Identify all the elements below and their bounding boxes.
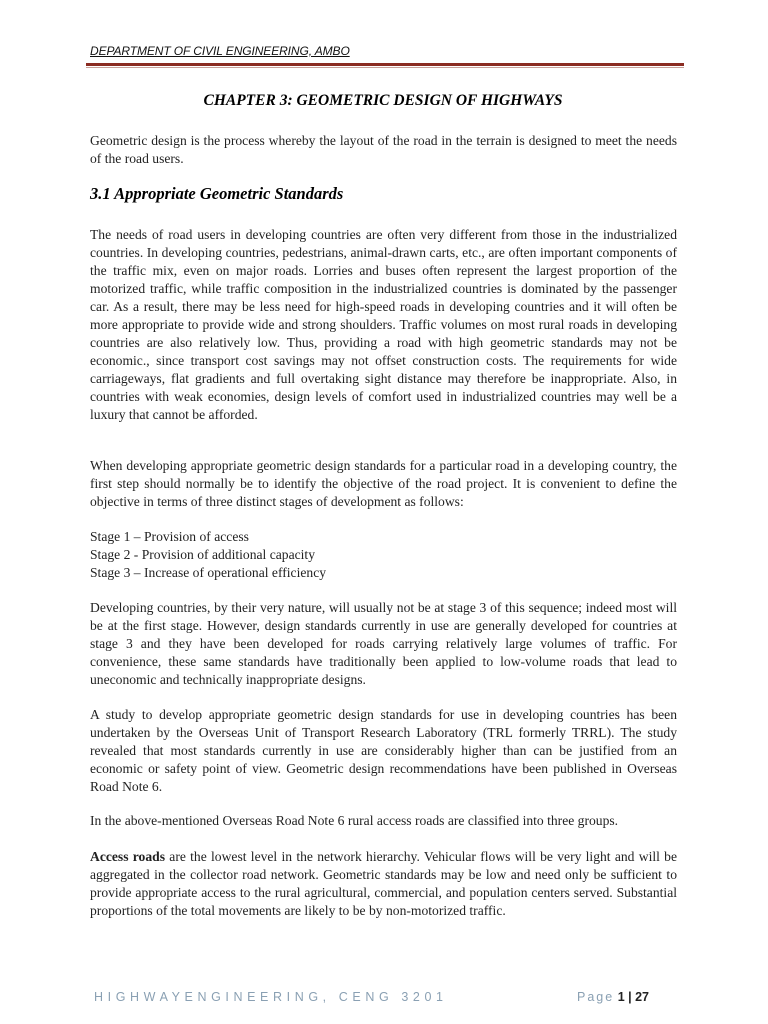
access-roads-text: are the lowest level in the network hierarchy. Vehicular flows will be very light and will be aggregated in the collector road network. Geometric standards may be low and need only be sufficient to provide appropriate access to the rural agricultural, commercial, and population centers served. Substantial proportions of the total movements are likely to be by non-motorized traffic. (90, 849, 677, 918)
intro-paragraph: Geometric design is the process whereby the layout of the road in the terrain is designed to meet the needs of the road users. (90, 133, 677, 166)
footer-course: HIGHWAYENGINEERING, CENG 3201 (94, 990, 448, 1004)
header-rule-thin (86, 67, 684, 68)
paragraph-objective: When developing appropriate geometric design standards for a particular road in a developing country, the first step should normally be to identify the objective of the road project. It is convenient to define the objective in terms of three distinct stages of development as follows: (90, 458, 677, 509)
paragraph-developing-countries: Developing countries, by their very nature, will usually not be at stage 3 of this sequence; indeed most will be at the first stage. However, design standards currently in use are generally developed for countries at stage 3 and they have been developed for roads carrying relatively large volumes of traffic. For convenience, these same standards have traditionally been applied to low-volume roads that lead to uneconomic and technically inappropriate designs. (90, 600, 677, 687)
stage-item: Stage 3 – Increase of operational efficiency (90, 565, 327, 580)
page-label: Page (577, 990, 615, 1004)
footer-page-number (577, 990, 649, 1004)
section-heading: 3.1 Appropriate Geometric Standards (90, 184, 344, 203)
chapter-title: CHAPTER 3: GEOMETRIC DESIGN OF HIGHWAYS (203, 92, 563, 109)
department-header: DEPARTMENT OF CIVIL ENGINEERING, AMBO (90, 44, 350, 58)
paragraph-road-users: The needs of road users in developing countries are often very different from those in the industrialized countries. In developing countries, pedestrians, animal-drawn carts, etc., are often important components of the traffic mix, even on major roads. Lorries and buses often represent the largest proportion of the motorized traffic, while traffic composition in the industrialized countries is dominated by the passenger car. As a result, there may be less need for high-speed roads in developing countries and it will often be more appropriate to provide wide and strong shoulders. Traffic volumes on most rural roads in developing countries are also relatively low. Thus, providing a road with high geometric standards may not be economic., since transport cost savings may not offset construction costs. The requirements for wide carriageways, flat gradients and full overtaking sight distance may therefore be inappropriate. Also, in countries with weak economies, design levels of comfort used in industrialized countries may well be a luxury that cannot be afforded. (90, 227, 677, 422)
paragraph-study: A study to develop appropriate geometric design standards for use in developing countries has been undertaken by the Overseas Unit of Transport Research Laboratory (TRL formerly TRRL). The study revealed that most standards currently in use are considerably higher than can be justified from an economic or safety point of view. Geometric design recommendations have been published in Overseas Road Note 6. (90, 707, 677, 794)
page-total: 27 (635, 990, 650, 1004)
stage-item: Stage 1 – Provision of access (90, 529, 249, 544)
header-rule (86, 63, 684, 66)
page-separator: | (628, 990, 632, 1004)
paragraph-road-note: In the above-mentioned Overseas Road Note 6 rural access roads are classified into three groups. (90, 813, 619, 828)
access-roads-term: Access roads (90, 849, 166, 864)
page-current: 1 (617, 990, 625, 1004)
stage-item: Stage 2 - Provision of additional capacity (90, 547, 316, 562)
paragraph-access-roads (90, 848, 677, 920)
